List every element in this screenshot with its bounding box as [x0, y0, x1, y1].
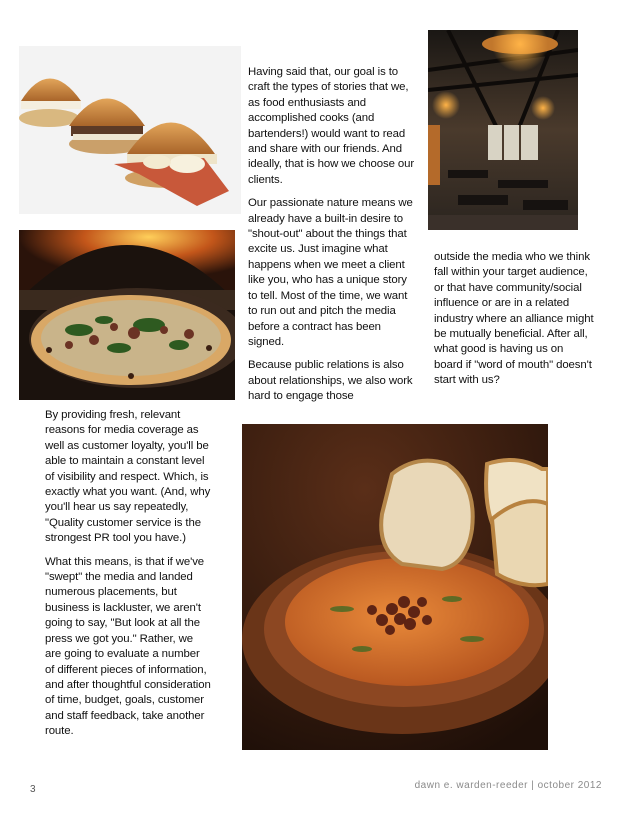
paragraph: By providing fresh, relevant reasons for media coverage as well as customer loyalty, you'll be able to maintain a constant level of visibility and respect. Which, is exactly what you want. (And, why you'll hear us say repeatedly, "Quality customer service is the strongest PR tool you have.) [45, 409, 211, 545]
paragraph: Because public relations is also about relationships, we also work hard to engage those [248, 359, 413, 403]
sliders-photo [19, 46, 241, 214]
footer-credit: dawn e. warden-reeder | october 2012 [414, 780, 602, 791]
page-number: 3 [30, 784, 36, 795]
soup-photo [242, 424, 548, 750]
paragraph: Having said that, our goal is to craft the types of stories that we, as food enthusiasts and accomplished cooks (and bartenders!) would want to read and share with our friends. And ideally, that is how we choose our clients. [248, 66, 415, 186]
restaurant-interior-photo [428, 30, 578, 230]
left-text-column [45, 408, 211, 748]
paragraph: outside the media who we think fall within your target audience, or that have community/social influence or are in a related industry where an alliance might be mutually beneficial. After all, what good is having us on board if "word of mouth" doesn't start with us? [434, 251, 594, 387]
right-text-column [434, 250, 594, 397]
paragraph: Our passionate nature means we already have a built-in desire to "shout-out" about the things that excite us. Just imagine what happens when we meet a client like you, who has a unique story to tell. Most of the time, we want to run out and pitch the media before a contract has been signed. [248, 197, 413, 348]
pizza-photo [19, 230, 235, 400]
middle-text-column [248, 65, 416, 413]
paragraph: What this means, is that if we've "swept" the media and landed numerous placements, but business is lackluster, we aren't going to say, "But look at all the press we got you." Rather, we are going to evaluate a number of different pieces of information, and after thoughtful consideration of time, budget, goals, customer and staff feedback, take another route. [45, 555, 211, 738]
